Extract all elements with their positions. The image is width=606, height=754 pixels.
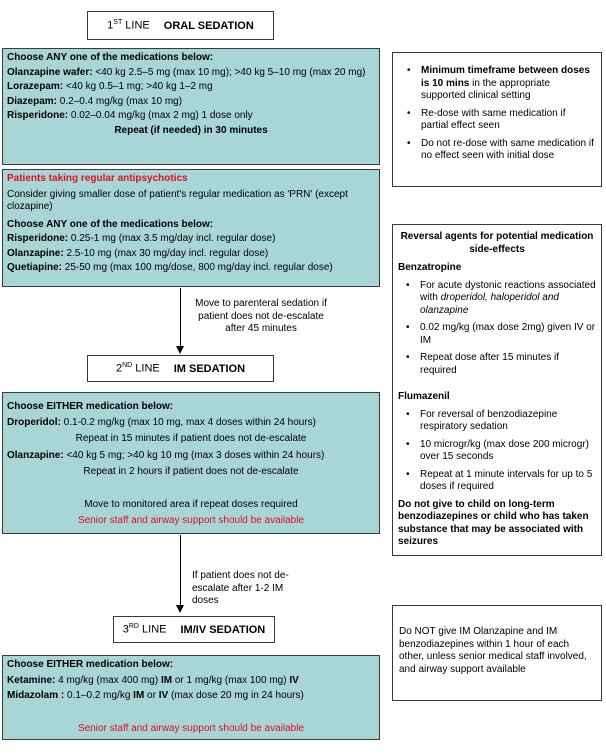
im-heading: Choose EITHER medication below:	[7, 401, 174, 412]
imiv-row-ketamine: Ketamine: 4 mg/kg (max 400 mg) IM or 1 mg/kg (max 100 mg) IV	[7, 674, 299, 686]
benzatropine-list	[398, 280, 596, 378]
oral-row-risperidone: Risperidone: 0.02–0.04 mg/kg (max 2 mg) 1 dose only	[7, 110, 253, 121]
oral-row-olanzapine: Olanzapine wafer: <40 kg 2.5–5 mg (max 10 mg); >40 kg 5–10 mg (max 20 mg)	[7, 66, 366, 78]
redose-guidance-box	[392, 52, 602, 187]
second-line-label: 2ND LINE	[115, 362, 160, 375]
imiv-sedation-box	[2, 655, 380, 740]
flumazenil-title: Flumazenil	[398, 391, 450, 402]
arrow1-line	[180, 288, 181, 348]
flumazenil-warning: Do not give to child on long-term benzodiazepines or child who has taken substance that may be associated with seizures	[398, 498, 589, 547]
antipsychotics-row-risperidone: Risperidone: 0.25-1 mg (max 3.5 mg/day incl. regular dose)	[7, 233, 276, 244]
im-row-olanzapine: Olanzapine: <40 kg 5 mg; >40 kg 10 mg (max 3 doses within 24 hours)	[7, 449, 325, 461]
redose-list	[399, 65, 595, 163]
third-line-label: 3RD LINE	[122, 623, 167, 636]
imiv-row-midazolam: Midazolam : 0.1–0.2 mg/kg IM or IV (max dose 20 mg in 24 hours)	[7, 690, 304, 701]
flumazenil-item-repeat: • Repeat at 1 minute intervals for up to 5 doses if required	[420, 469, 596, 494]
flumazenil-list	[398, 409, 596, 494]
flumazenil-item-dose: • 10 microgr/kg (max dose 200 microgr) over 15 seconds	[420, 439, 596, 464]
im-sedation-box	[2, 392, 380, 534]
arrow2-note: If patient does not de-escalate after 1-2 IM doses	[192, 570, 289, 606]
olanzapine-warning-text: Do NOT give IM Olanzapine and IM benzodiazepines within 1 hour of each other, unless senior medical staff involved, and airway support available	[399, 626, 587, 675]
third-line-mode: IM/IV SEDATION	[180, 623, 266, 636]
benzatropine-item-dystonic: • For acute dystonic reactions associated with droperidol, haloperidol and olanzapine	[420, 280, 596, 318]
im-row-droperidol: Droperidol: 0.1-0.2 mg/kg (max 10 mg, max 4 doses within 24 hours)	[7, 416, 317, 428]
second-line-mode: IM SEDATION	[173, 362, 246, 375]
first-line-header	[87, 11, 274, 40]
antipsychotics-title: Patients taking regular antipsychotics	[7, 173, 188, 184]
arrow1-head	[176, 346, 184, 354]
antipsychotics-row-quetiapine: Quetiapine: 25-50 mg (max 100 mg/dose, 800 mg/day incl. regular dose)	[7, 262, 333, 273]
reversal-agents-box	[392, 224, 602, 556]
imiv-senior-note: Senior staff and airway support should be available	[77, 722, 305, 734]
im-droperidol-repeat: Repeat in 15 minutes if patient does not de-escalate	[75, 433, 307, 444]
im-olanzapine-repeat: Repeat in 2 hours if patient does not de-escalate	[83, 466, 299, 477]
arrow2-line	[180, 535, 181, 607]
oral-sedation-box	[2, 48, 380, 165]
arrow2-head	[176, 605, 184, 613]
antipsychotics-consider: Consider giving smaller dose of patient's regular medication as 'PRN' (except clozapine)	[7, 188, 348, 212]
oral-repeat: Repeat (if needed) in 30 minutes	[114, 124, 268, 136]
first-line-mode: ORAL SEDATION	[163, 19, 254, 32]
benzatropine-item-dose: • 0.02 mg/kg (max dose 2mg) given IV or IM	[420, 322, 596, 347]
arrow1-note: Move to parenteral sedation if patient does not de-escalate after 45 minutes	[195, 298, 327, 334]
olanzapine-warning-box	[392, 605, 602, 701]
third-line-header	[113, 616, 275, 643]
antipsychotics-box	[2, 169, 380, 287]
oral-row-lorazepam: Lorazepam: <40 kg 0.5–1 mg; >40 kg 1–2 mg	[7, 81, 213, 92]
first-line-label: 1ST LINE	[107, 19, 150, 32]
oral-row-diazepam: Diazepam: 0.2–0.4 mg/kg (max 10 mg)	[7, 95, 183, 107]
benzatropine-item-repeat: • Repeat dose after 15 minutes if required	[420, 352, 596, 377]
antipsychotics-heading: Choose ANY one of the medications below:	[7, 218, 214, 230]
imiv-heading: Choose EITHER medication below:	[7, 659, 174, 670]
benzatropine-title: Benzatropine	[398, 262, 462, 273]
flumazenil-item-reversal: • For reversal of benzodiazepine respiratory sedation	[420, 409, 596, 434]
redose-item-timeframe: • Minimum timeframe between doses is 10 mins in the appropriate supported clinical setting	[421, 65, 595, 103]
antipsychotics-row-olanzapine: Olanzapine: 2.5-10 mg (max 30 mg/day incl. regular dose)	[7, 247, 269, 259]
redose-item-partial: • Re-dose with same medication if partial effect seen	[421, 108, 595, 133]
oral-heading: Choose ANY one of the medications below:	[7, 52, 214, 63]
second-line-header	[87, 355, 274, 382]
reversal-title: Reversal agents for potential medication side-effects	[400, 231, 594, 255]
im-senior-note: Senior staff and airway support should be available	[77, 515, 305, 526]
im-monitor-note: Move to monitored area if repeat doses required	[84, 498, 298, 510]
redose-item-no-effect: • Do not re-dose with same medication if no effect seen with initial dose	[421, 138, 595, 163]
